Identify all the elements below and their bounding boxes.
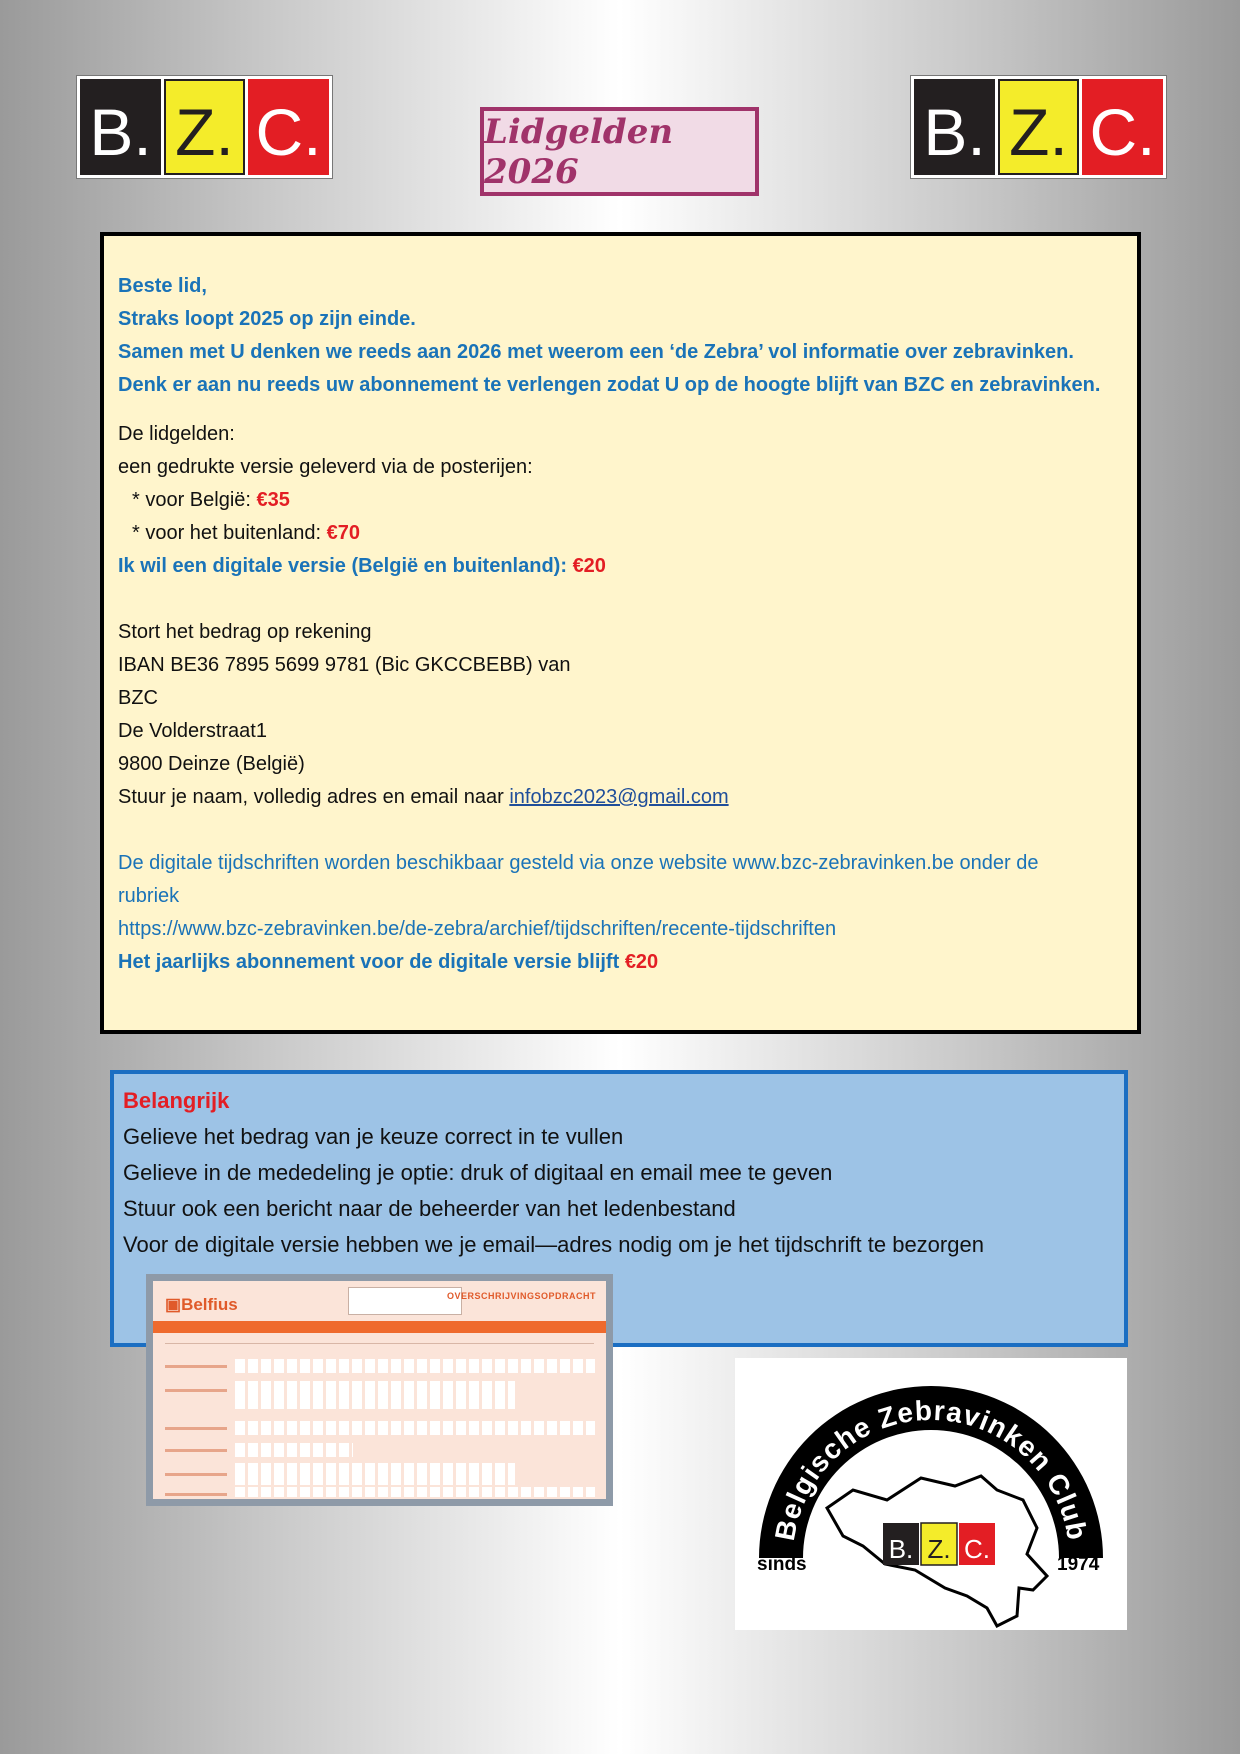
- club-logo: [735, 1358, 1127, 1630]
- digital-info-1: De digitale tijdschriften worden beschikbaar gesteld via onze website www.bzc-zebravinken.be onder de: [118, 852, 1039, 874]
- intro-line-3: Denk er aan nu reeds uw abonnement te verlengen zodat U op de hoogte blijft van BZC en zebravinken.: [118, 374, 1101, 396]
- fee-digital: [118, 550, 1123, 583]
- payment-city: 9800 Deinze (België): [118, 753, 305, 775]
- payment-name: BZC: [118, 687, 158, 709]
- logo-letter-z: Z.: [998, 79, 1079, 175]
- logo-letter-b: B.: [80, 79, 161, 175]
- fee-digital-label: Ik wil een digitale versie (België en buitenland):: [118, 555, 573, 577]
- form-cells: [235, 1381, 515, 1409]
- belfius-transfer-form-image: [146, 1274, 613, 1506]
- form-title: OVERSCHRIJVINGSOPDRACHT: [446, 1291, 596, 1301]
- intro-line-2: Samen met U denken we reeds aan 2026 met weerom een ‘de Zebra’ vol informatie over zebravinken.: [118, 341, 1074, 363]
- fee-belgium: [118, 484, 1123, 517]
- form-cells: [235, 1463, 515, 1485]
- logo-letter-z: Z.: [927, 1534, 951, 1564]
- yearly-label: Het jaarlijks abonnement voor de digitale versie blijft: [118, 951, 625, 973]
- belfius-logo: ▣ Belfius: [165, 1295, 238, 1315]
- payment-iban: IBAN BE36 7895 5699 9781 (Bic GKCCBEBB) van: [118, 654, 571, 676]
- logo-letter-b: B.: [914, 79, 995, 175]
- yearly-price: €20: [624, 951, 659, 973]
- important-title: Belangrijk: [123, 1088, 230, 1113]
- greeting: Beste lid,: [118, 275, 207, 297]
- logo-letter-c: C.: [248, 79, 329, 175]
- yearly-subscription: [118, 946, 1123, 979]
- bzc-logo-right: [910, 75, 1167, 179]
- fee-digital-price: €20: [572, 555, 606, 577]
- digital-url: https://www.bzc-zebravinken.be/de-zebra/archief/tijdschriften/recente-tijdschriften: [118, 918, 837, 940]
- intro-line-1: Straks loopt 2025 op zijn einde.: [118, 308, 416, 330]
- important-item: Stuur ook een bericht naar de beheerder van het ledenbestand: [123, 1196, 736, 1221]
- membership-letter: [100, 232, 1141, 1034]
- payment-line: Stort het bedrag op rekening: [118, 621, 372, 643]
- send-info-text: Stuur je naam, volledig adres en email naar: [118, 786, 510, 808]
- fee-belgium-label: * voor België:: [132, 489, 257, 511]
- fee-belgium-price: €35: [256, 489, 290, 511]
- logo-year: 1974: [1057, 1554, 1100, 1575]
- page-title: Lidgelden 2026: [484, 111, 674, 192]
- logo-since-label: sinds: [757, 1554, 807, 1575]
- logo-letter-b: B.: [888, 1534, 914, 1564]
- form-orange-bar: [153, 1321, 606, 1333]
- printed-intro: een gedrukte versie geleverd via de posterijen:: [118, 456, 533, 478]
- form-cells: [235, 1443, 353, 1457]
- club-logo-graphic: [735, 1358, 1127, 1630]
- fee-abroad-label: * voor het buitenland:: [132, 522, 327, 544]
- form-header-box: [348, 1287, 462, 1315]
- logo-letter-z: Z.: [164, 79, 245, 175]
- important-item: Voor de digitale versie hebben we je email—adres nodig om je het tijdschrift te bezorgen: [123, 1232, 984, 1257]
- form-cells: [235, 1487, 595, 1497]
- important-item: Gelieve in de mededeling je optie: druk of digitaal en email mee te geven: [123, 1160, 833, 1185]
- fees-intro: De lidgelden:: [118, 423, 235, 445]
- logo-letter-c: C.: [1082, 79, 1163, 175]
- logo-letter-c: C.: [964, 1534, 990, 1564]
- fee-abroad-price: €70: [326, 522, 360, 544]
- email-link[interactable]: infobzc2023@gmail.com: [509, 786, 729, 808]
- form-cells: [235, 1359, 595, 1373]
- important-item: Gelieve het bedrag van je keuze correct in te vullen: [123, 1124, 624, 1149]
- digital-info-2: rubriek: [118, 885, 180, 907]
- send-info: [118, 781, 1123, 814]
- logo-arc-text: Belgische Zebravinken Club: [769, 1394, 1093, 1544]
- page-title-box: [480, 107, 759, 196]
- form-cells: [235, 1421, 595, 1435]
- payment-street: De Volderstraat1: [118, 720, 267, 742]
- fee-abroad: [118, 517, 1123, 550]
- bzc-logo-left: [76, 75, 333, 179]
